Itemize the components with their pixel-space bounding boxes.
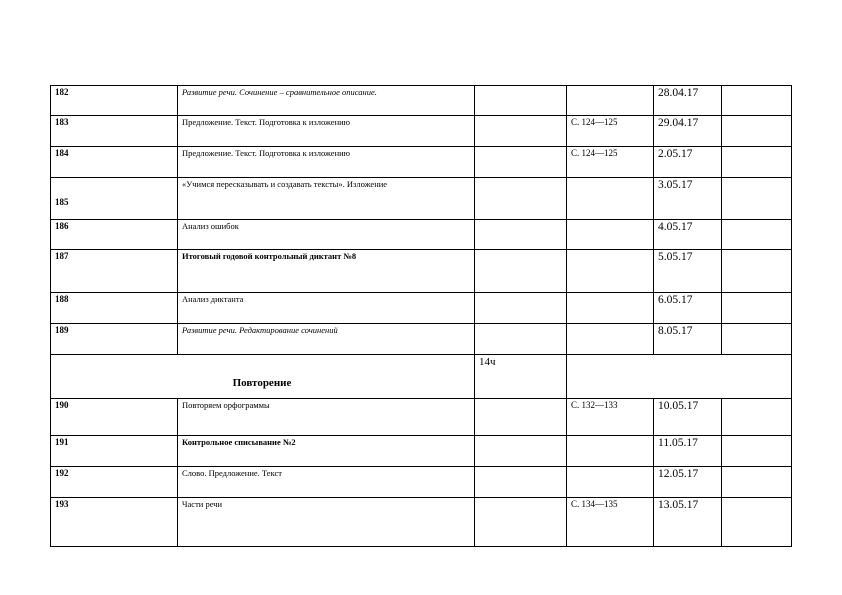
table-row xyxy=(51,293,792,324)
lesson-date: 5.05.17 xyxy=(654,250,722,293)
lesson-date: 10.05.17 xyxy=(654,399,722,436)
lesson-pages: С. 124—125 xyxy=(567,147,654,178)
table-row xyxy=(51,467,792,498)
lesson-note xyxy=(722,324,792,355)
lesson-topic: Развитие речи. Сочинение – сравнительное описание. xyxy=(178,86,475,116)
lesson-topic: Развитие речи. Редактирование сочинений xyxy=(178,324,475,355)
table-row xyxy=(51,178,792,220)
lesson-note xyxy=(722,86,792,116)
table-row xyxy=(51,250,792,293)
section-title: Повторение xyxy=(51,355,475,399)
lesson-note xyxy=(722,220,792,250)
lesson-date: 6.05.17 xyxy=(654,293,722,324)
lesson-hours xyxy=(475,399,567,436)
lesson-note xyxy=(722,436,792,467)
lesson-note xyxy=(722,116,792,147)
lesson-pages xyxy=(567,467,654,498)
lesson-date: 12.05.17 xyxy=(654,467,722,498)
lesson-number: 189 xyxy=(51,324,178,355)
lesson-topic: Итоговый годовой контрольный диктант №8 xyxy=(178,250,475,293)
table-row xyxy=(51,147,792,178)
lesson-note xyxy=(722,250,792,293)
lesson-pages xyxy=(567,178,654,220)
lesson-hours xyxy=(475,498,567,547)
table-row xyxy=(51,399,792,436)
lesson-date: 3.05.17 xyxy=(654,178,722,220)
lesson-number: 185 xyxy=(51,178,178,220)
lesson-hours xyxy=(475,178,567,220)
lesson-number: 190 xyxy=(51,399,178,436)
section-empty-cell xyxy=(567,355,792,399)
lesson-hours xyxy=(475,220,567,250)
lesson-topic: Предложение. Текст. Подготовка к изложению xyxy=(178,116,475,147)
table-row xyxy=(51,116,792,147)
lesson-date: 29.04.17 xyxy=(654,116,722,147)
lesson-hours xyxy=(475,467,567,498)
lesson-topic: «Учимся пересказывать и создавать тексты». Изложение xyxy=(178,178,475,220)
lesson-pages: С. 132—133 xyxy=(567,399,654,436)
lesson-topic: Предложение. Текст. Подготовка к изложению xyxy=(178,147,475,178)
lesson-hours xyxy=(475,147,567,178)
section-header-row xyxy=(51,355,792,399)
table-row xyxy=(51,498,792,547)
lesson-number: 187 xyxy=(51,250,178,293)
lesson-date: 2.05.17 xyxy=(654,147,722,178)
lesson-note xyxy=(722,178,792,220)
lesson-date: 4.05.17 xyxy=(654,220,722,250)
lesson-number: 182 xyxy=(51,86,178,116)
lesson-pages xyxy=(567,86,654,116)
lesson-number: 184 xyxy=(51,147,178,178)
lesson-hours xyxy=(475,436,567,467)
lesson-hours xyxy=(475,116,567,147)
lesson-note xyxy=(722,293,792,324)
lesson-pages: С. 124—125 xyxy=(567,116,654,147)
lesson-pages xyxy=(567,293,654,324)
lesson-topic: Анализ диктанта xyxy=(178,293,475,324)
lesson-note xyxy=(722,147,792,178)
lesson-number: 193 xyxy=(51,498,178,547)
table-row xyxy=(51,86,792,116)
lesson-plan-table xyxy=(50,85,792,547)
lesson-pages xyxy=(567,324,654,355)
lesson-note xyxy=(722,399,792,436)
lesson-pages xyxy=(567,250,654,293)
lesson-note xyxy=(722,467,792,498)
lesson-hours xyxy=(475,324,567,355)
lesson-topic: Части речи xyxy=(178,498,475,547)
lesson-pages: С. 134—135 xyxy=(567,498,654,547)
lesson-date: 11.05.17 xyxy=(654,436,722,467)
lesson-note xyxy=(722,498,792,547)
lesson-number: 186 xyxy=(51,220,178,250)
lesson-number: 188 xyxy=(51,293,178,324)
section-hours: 14ч xyxy=(475,355,567,399)
table-row xyxy=(51,324,792,355)
table-row xyxy=(51,436,792,467)
lesson-number: 192 xyxy=(51,467,178,498)
lesson-hours xyxy=(475,250,567,293)
lesson-topic: Контрольное списывание №2 xyxy=(178,436,475,467)
lesson-topic: Повторяем орфограммы xyxy=(178,399,475,436)
lesson-pages xyxy=(567,436,654,467)
lesson-hours xyxy=(475,293,567,324)
lesson-number: 183 xyxy=(51,116,178,147)
lesson-topic: Слово. Предложение. Текст xyxy=(178,467,475,498)
lesson-date: 8.05.17 xyxy=(654,324,722,355)
lesson-hours xyxy=(475,86,567,116)
table-row xyxy=(51,220,792,250)
lesson-date: 13.05.17 xyxy=(654,498,722,547)
lesson-pages xyxy=(567,220,654,250)
lesson-topic: Анализ ошибок xyxy=(178,220,475,250)
lesson-number: 191 xyxy=(51,436,178,467)
lesson-date: 28.04.17 xyxy=(654,86,722,116)
